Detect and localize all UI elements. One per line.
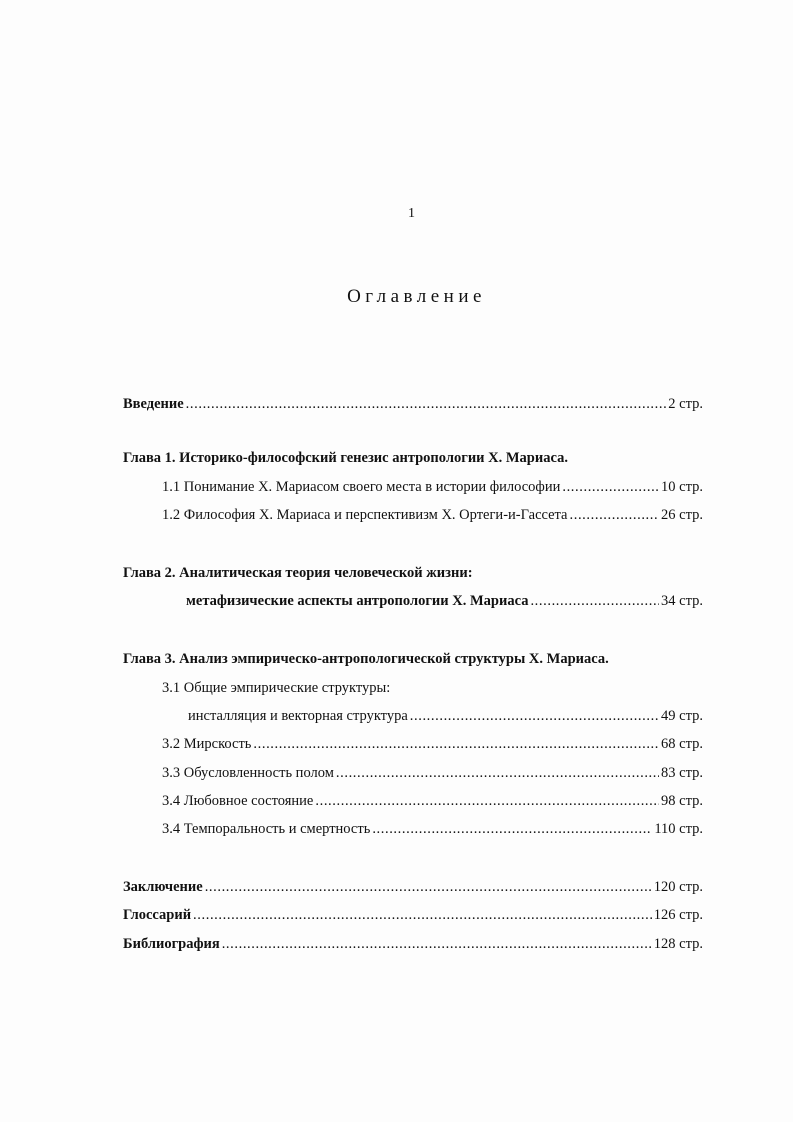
toc-entry-3-1 (188, 706, 703, 726)
toc-leader-dots (222, 934, 652, 954)
toc-entry-3-5 (162, 819, 703, 839)
toc-entry-page: 126 стр. (653, 907, 703, 923)
toc-entry-page: 68 стр. (661, 736, 703, 752)
toc-entry-text: 3.4 Любовное состояние (162, 793, 314, 809)
toc-leader-dots (410, 706, 659, 726)
toc-entry-3-3 (162, 763, 703, 783)
toc-leader-dots (570, 505, 660, 525)
toc-entry-text: Глоссарий (123, 907, 192, 923)
toc-entry-page: 128 стр. (653, 936, 703, 952)
toc-entry-text: 1.1 Понимание Х. Мариасом своего места в истории философии (162, 479, 561, 495)
toc-entry-page: 49 стр. (661, 708, 703, 724)
toc-entry-1-2 (162, 505, 703, 525)
toc-leader-dots (315, 791, 659, 811)
toc-leader-dots (205, 877, 652, 897)
chapter-2-heading: Глава 2. Аналитическая теория человеческой жизни: (123, 565, 473, 581)
toc-entry-text: метафизические аспекты антропологии Х. Мариаса (186, 593, 529, 609)
toc-entry-chapter-2 (186, 591, 703, 611)
toc-leader-dots (193, 905, 652, 925)
toc-leader-dots (253, 734, 659, 754)
toc-leader-dots (336, 763, 659, 783)
toc-entry-page: 2 стр. (668, 396, 703, 412)
toc-entry-1-1 (162, 477, 703, 497)
toc-entry-text: инсталляция и векторная структура (188, 708, 408, 724)
toc-entry-page: 26 стр. (661, 507, 703, 523)
toc-entry-page: 120 стр. (653, 879, 703, 895)
toc-entry-text: 1.2 Философия Х. Мариаса и перспективизм Х. Ортеги-и-Гассета (162, 507, 568, 523)
toc-entry-3-4 (162, 791, 703, 811)
chapter-3-heading: Глава 3. Анализ эмпирическо-антропологической структуры Х. Мариаса. (123, 651, 609, 667)
toc-leader-dots (562, 477, 659, 497)
toc-entry-text: 3.3 Обусловленность полом (162, 765, 334, 781)
chapter-1-heading: Глава 1. Историко-философский генезис антропологии Х. Мариаса. (123, 450, 568, 466)
toc-entry-text: Заключение (123, 879, 203, 895)
toc-entry-text: Библиография (123, 936, 220, 952)
toc-entry-3-1-line1: 3.1 Общие эмпирические структуры: (162, 680, 391, 696)
toc-entry-text: 3.2 Мирскость (162, 736, 252, 752)
toc-entry-text: Введение (123, 396, 184, 412)
toc-entry-page: 10 стр. (661, 479, 703, 495)
toc-entry-page: 83 стр. (661, 765, 703, 781)
toc-leader-dots (372, 819, 652, 839)
toc-entry-glossary (123, 905, 703, 925)
toc-entry-conclusion (123, 877, 703, 897)
toc-entry-bibliography (123, 934, 703, 954)
toc-entry-text: 3.4 Темпоральность и смертность (162, 821, 371, 837)
toc-title: Оглавление (347, 286, 486, 307)
page-number: 1 (408, 206, 415, 221)
toc-entry-page: 34 стр. (661, 593, 703, 609)
toc-entry-page: 110 стр. (654, 821, 703, 837)
toc-entry-intro (123, 394, 703, 414)
toc-leader-dots (186, 394, 667, 414)
toc-entry-3-2 (162, 734, 703, 754)
toc-leader-dots (530, 591, 659, 611)
toc-entry-page: 98 стр. (661, 793, 703, 809)
